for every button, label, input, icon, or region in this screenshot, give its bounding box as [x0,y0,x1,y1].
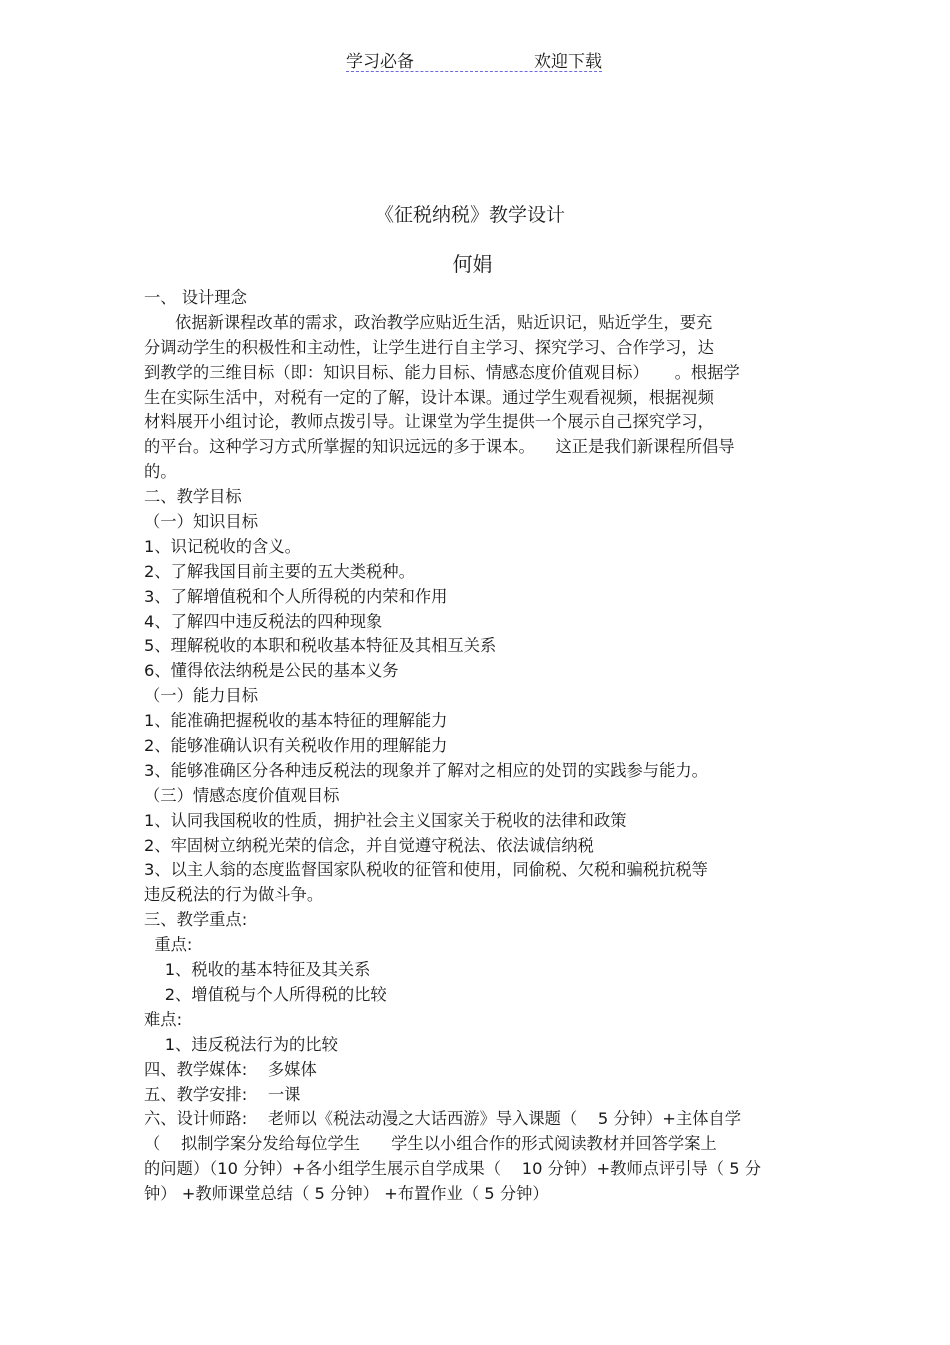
body-line: 分调动学生的积极性和主动性，让学生进行自主学习、探究学习、合作学习，达 [144,337,714,357]
header-left-text: 学习必备 [346,52,414,72]
body-line: 钟） +教师课堂总结（ 5 分钟） +布置作业（ 5 分钟） [144,1184,549,1204]
body-line: 2、能够准确认识有关税收作用的理解能力 [144,736,448,756]
body-line: 重点: [144,935,193,955]
body-line: 依据新课程改革的需求，政治教学应贴近生活，贴近识记，贴近学生，要充 [144,312,713,332]
body-line: 三、教学重点: [144,910,248,930]
body-line: 的平台。这种学习方式所掌握的知识远远的多于课本。 这正是我们新课程所倡导 [144,437,735,457]
body-line: 1、识记税收的含义。 [144,536,301,556]
body-line: 4、了解四中违反税法的四种现象 [144,611,383,631]
header-right-text: 欢迎下载 [534,52,602,72]
body-line: 六、设计师路: 老师以《税法动漫之大话西游》导入课题（ 5 分钟）+主体自学 [144,1109,742,1129]
document-author: 何娟 [452,252,493,276]
body-line: 3、以主人翁的态度监督国家队税收的征管和使用，同偷税、欠税和骗税抗税等 [144,860,708,880]
body-line: （ 拟制学案分发给每位学生 学生以小组合作的形式阅读教材并回答学案上 [144,1134,717,1154]
body-line: 的问题）（10 分钟）+各小组学生展示自学成果（ 10 分钟）+教师点评引导（ 5 分 [144,1159,762,1179]
body-line: 1、认同我国税收的性质，拥护社会主义国家关于税收的法律和政策 [144,810,627,830]
body-line: 一、 设计理念 [144,288,247,307]
body-line: （一）能力目标 [144,686,258,706]
body-line: 违反税法的行为做斗争。 [144,885,324,905]
body-line: 二、教学目标 [144,487,242,507]
body-line: 生在实际生活中，对税有一定的了解，设计本课。通过学生观看视频，根据视频 [144,387,714,407]
body-line: 1、能准确把握税收的基本特征的理解能力 [144,711,448,731]
body-line: 四、教学媒体: 多媒体 [144,1059,317,1079]
body-line: 到教学的三维目标（即：知识目标、能力目标、情感态度价值观目标） 。根据学 [144,362,740,382]
body-line: 1、税收的基本特征及其关系 [144,960,371,980]
body-line: 2、增值税与个人所得税的比较 [144,984,387,1004]
body-line: 2、了解我国目前主要的五大类税种。 [144,561,415,581]
body-line: 五、教学安排: 一课 [144,1084,301,1104]
body-line: 的。 [144,462,177,482]
body-line: 1、违反税法行为的比较 [144,1034,338,1054]
body-line: 6、懂得依法纳税是公民的基本义务 [144,661,399,681]
body-line: 材料展开小组讨论，教师点拨引导。让课堂为学生提供一个展示自己探究学习， [144,412,714,432]
body-line: 2、牢固树立纳税光荣的信念，并自觉遵守税法、依法诚信纳税 [144,835,594,855]
body-line: 5、理解税收的本职和税收基本特征及其相互关系 [144,636,497,656]
body-line: 3、能够准确区分各种违反税法的现象并了解对之相应的处罚的实践参与能力。 [144,760,708,780]
document-title: 《征税纳税》教学设计 [374,204,565,226]
document-body [144,286,824,1207]
body-line: 3、了解增值税和个人所得税的内荣和作用 [144,586,448,606]
page-header [346,47,602,72]
body-line: （一）知识目标 [144,512,258,532]
body-line: （三）情感态度价值观目标 [144,785,340,805]
body-line: 难点: [144,1009,183,1029]
